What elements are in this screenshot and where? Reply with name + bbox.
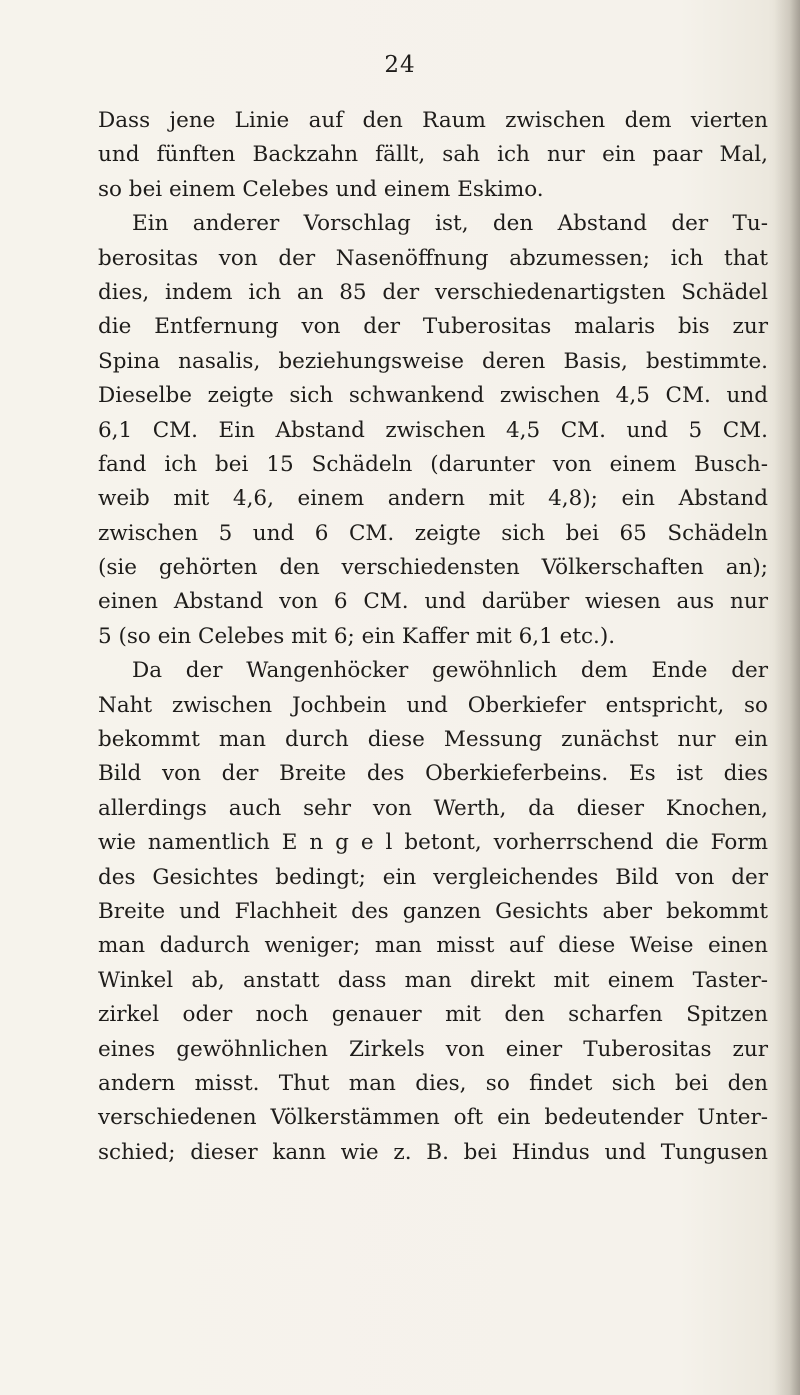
text-line: zwischen 5 und 6 CM. zeigte sich bei 65 Schädeln — [98, 520, 768, 546]
text-line: (sie gehörten den verschiedensten Völkerschaften an); — [98, 555, 768, 581]
text-line: Naht zwischen Jochbein und Oberkiefer entspricht, so — [98, 692, 768, 718]
text-line: Bild von der Breite des Oberkieferbeins. Es ist dies — [98, 761, 768, 787]
text-line: verschiedenen Völkerstämmen oft ein bedeutender Unter- — [98, 1105, 768, 1131]
text-line: 5 (so ein Celebes mit 6; ein Kaffer mit 6,1 etc.). — [98, 623, 616, 649]
text-line: fand ich bei 15 Schädeln (darunter von einem Busch- — [98, 451, 768, 477]
text-line: Winkel ab, anstatt dass man direkt mit einem Taster- — [98, 967, 768, 993]
text-line: man dadurch weniger; man misst auf diese Weise einen — [98, 933, 768, 959]
text-line: dies, indem ich an 85 der verschiedenartigsten Schädel — [98, 279, 768, 305]
text-line: schied; dieser kann wie z. B. bei Hindus und Tungusen — [98, 1139, 768, 1165]
text-line: 6,1 CM. Ein Abstand zwischen 4,5 CM. und 5 CM. — [98, 417, 768, 443]
text-line: berositas von der Nasenöffnung abzumessen; ich that — [98, 245, 768, 271]
text-line: Dieselbe zeigte sich schwankend zwischen 4,5 CM. und — [98, 383, 768, 409]
text-line: allerdings auch sehr von Werth, da dieser Knochen, — [98, 795, 768, 821]
page-number: 24 — [384, 52, 416, 78]
text-line: bekommt man durch diese Messung zunächst nur ein — [98, 727, 768, 753]
text-line: Breite und Flachheit des ganzen Gesichts aber bekommt — [98, 898, 768, 924]
text-line: und fünften Backzahn fällt, sah ich nur ein paar Mal, — [98, 142, 768, 168]
text-line: die Entfernung von der Tuberositas malaris bis zur — [98, 314, 768, 340]
text-line: wie namentlich E n g e l betont, vorherrschend die Form — [98, 830, 768, 856]
text-line: eines gewöhnlichen Zirkels von einer Tuberositas zur — [98, 1036, 768, 1062]
text-line: des Gesichtes bedingt; ein vergleichendes Bild von der — [98, 864, 768, 890]
text-line: weib mit 4,6, einem andern mit 4,8); ein Abstand — [98, 486, 768, 512]
page-edge-shadow — [774, 0, 800, 1395]
text-line: so bei einem Celebes und einem Eskimo. — [98, 176, 544, 202]
text-line: zirkel oder noch genauer mit den scharfen Spitzen — [98, 1002, 768, 1028]
text-line: Spina nasalis, beziehungsweise deren Basis, bestimmte. — [98, 348, 768, 374]
text-line: andern misst. Thut man dies, so findet sich bei den — [98, 1070, 768, 1096]
text-line: einen Abstand von 6 CM. und darüber wiesen aus nur — [98, 589, 768, 615]
text-line: Da der Wangenhöcker gewöhnlich dem Ende der — [132, 658, 768, 684]
body-text — [98, 104, 768, 1170]
text-line: Ein anderer Vorschlag ist, den Abstand der Tu- — [132, 211, 768, 237]
text-line: Dass jene Linie auf den Raum zwischen dem vierten — [98, 108, 768, 133]
